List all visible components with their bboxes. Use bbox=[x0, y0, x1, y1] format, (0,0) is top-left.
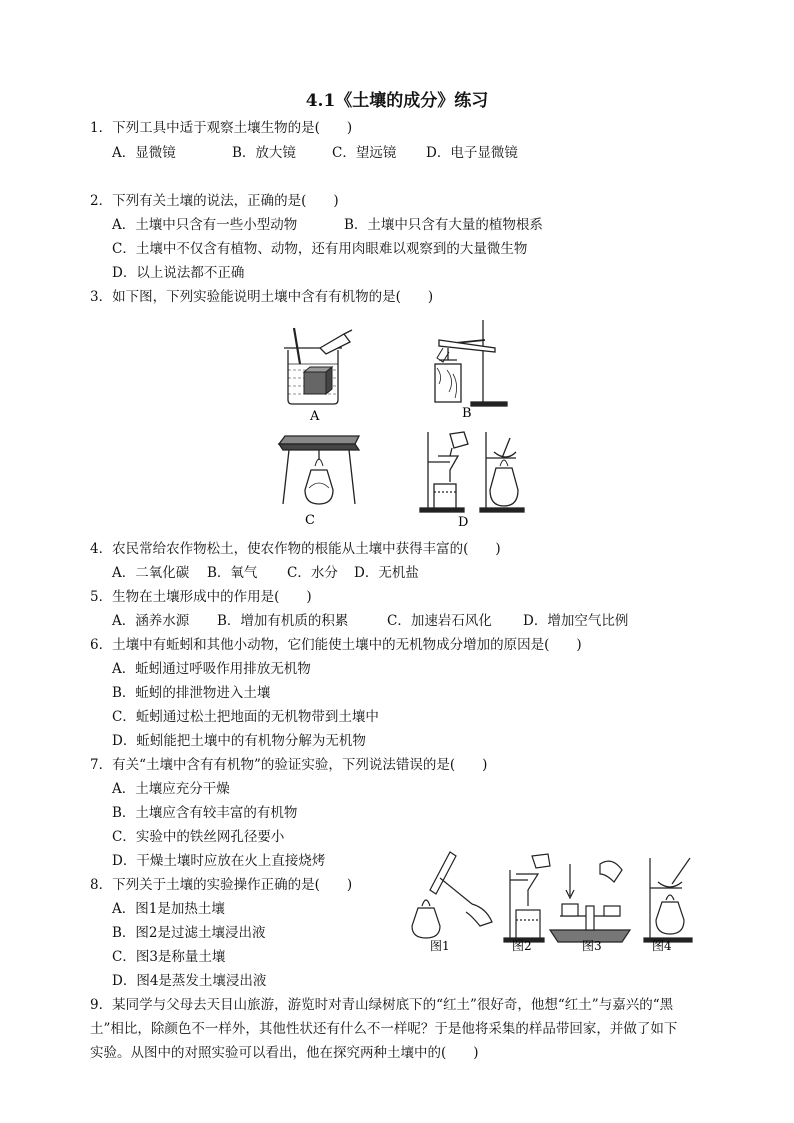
question-6-stem: 6．土壤中有蚯蚓和其他小动物，它们能使土壤中的无机物成分增加的原因是( ) bbox=[90, 637, 582, 653]
q1-option-c[interactable]: C．望远镜 bbox=[332, 145, 397, 161]
figure-c-tripod-mesh bbox=[275, 432, 365, 530]
q2-option-c[interactable]: C．土壤中不仅含有植物、动物，还有用肉眼难以观察到的大量微生物 bbox=[112, 241, 528, 257]
q1-option-d[interactable]: D．电子显微镜 bbox=[426, 145, 518, 161]
q5-option-c[interactable]: C．加速岩石风化 bbox=[387, 613, 492, 629]
question-7-stem: 7．有关“土壤中含有有机物”的验证实验，下列说法错误的是( ) bbox=[90, 757, 488, 773]
q1-option-b[interactable]: B．放大镜 bbox=[232, 145, 296, 161]
q2-option-b[interactable]: B．土壤中只含有大量的植物根系 bbox=[344, 217, 543, 233]
q8-option-a[interactable]: A．图1是加热土壤 bbox=[112, 901, 225, 917]
q7-option-a[interactable]: A．土壤应充分干燥 bbox=[112, 781, 230, 797]
figure-d-filter-evaporate bbox=[420, 428, 530, 530]
q1-option-a[interactable]: A．显微镜 bbox=[112, 145, 176, 161]
question-1-options bbox=[112, 143, 518, 163]
figure-label-d: D bbox=[458, 515, 469, 530]
question-9-stem-line3: 实验。从图中的对照实验可以看出，他在探究两种土壤中的( ) bbox=[90, 1045, 479, 1061]
question-4-options bbox=[112, 563, 419, 583]
question-3-stem: 3．如下图，下列实验能说明土壤中含有有机物的是( ) bbox=[90, 289, 434, 305]
q5-option-b[interactable]: B．增加有机质的积累 bbox=[217, 613, 349, 629]
q4-option-c[interactable]: C．水分 bbox=[287, 565, 338, 581]
q6-option-d[interactable]: D．蚯蚓能把土壤中的有机物分解为无机物 bbox=[112, 733, 366, 749]
question-1-stem: 1．下列工具中适于观察土壤生物的是( ) bbox=[90, 120, 353, 136]
question-4-stem: 4．农民常给农作物松土，使农作物的根能从土壤中获得丰富的( ) bbox=[90, 541, 501, 557]
figure-label-c: C bbox=[305, 513, 315, 528]
question-5-options bbox=[112, 611, 628, 631]
q7-option-d[interactable]: D．干燥土壤时应放在火上直接烧烤 bbox=[112, 853, 326, 869]
figure-label-3: 图3 bbox=[582, 939, 602, 953]
q6-option-c[interactable]: C．蚯蚓通过松土把地面的无机物带到土壤中 bbox=[112, 709, 379, 725]
q4-option-b[interactable]: B．氧气 bbox=[207, 565, 258, 581]
q8-option-c[interactable]: C．图3是称量土壤 bbox=[112, 949, 226, 965]
question-5-stem: 5．生物在土壤形成中的作用是( ) bbox=[90, 589, 312, 605]
question-9-stem-line2: 土”相比，除颜色不一样外，其他性状还有什么不一样呢？于是他将采集的样品带回家，并做了如下 bbox=[90, 1021, 678, 1037]
q2-option-d[interactable]: D．以上说法都不正确 bbox=[112, 265, 245, 281]
figure-a-beaker-soil bbox=[270, 320, 360, 424]
q7-option-b[interactable]: B．土壤应含有较丰富的有机物 bbox=[112, 805, 298, 821]
question-9-stem-line1: 9．某同学与父母去天目山旅游，游览时对青山绿树底下的“红土”很好奇，他想“红土”与嘉兴的“黑 bbox=[90, 997, 674, 1013]
q8-option-b[interactable]: B．图2是过滤土壤浸出液 bbox=[112, 925, 266, 941]
question-8-figures bbox=[400, 850, 710, 955]
q6-option-b[interactable]: B．蚯蚓的排泄物进入土壤 bbox=[112, 685, 271, 701]
q2-option-a[interactable]: A．土壤中只含有一些小型动物 bbox=[112, 217, 298, 233]
question-8-stem: 8．下列关于土壤的实验操作正确的是( ) bbox=[90, 877, 353, 893]
figure-b-heating-test-tube bbox=[425, 318, 515, 420]
q5-option-a[interactable]: A．涵养水源 bbox=[112, 613, 190, 629]
question-2-stem: 2．下列有关土壤的说法，正确的是( ) bbox=[90, 193, 339, 209]
page-title: 4.1《土壤的成分》练习 bbox=[305, 91, 489, 111]
figure-label-1: 图1 bbox=[430, 939, 450, 953]
figure-label-a: A bbox=[310, 409, 320, 424]
question-2-options-row1 bbox=[112, 215, 543, 235]
figure-label-b: B bbox=[462, 406, 472, 421]
q5-option-d[interactable]: D．增加空气比例 bbox=[523, 613, 629, 629]
figure-label-4: 图4 bbox=[652, 939, 672, 953]
q4-option-a[interactable]: A．二氧化碳 bbox=[112, 565, 190, 581]
q4-option-d[interactable]: D．无机盐 bbox=[354, 565, 419, 581]
q7-option-c[interactable]: C．实验中的铁丝网孔径要小 bbox=[112, 829, 285, 845]
q6-option-a[interactable]: A．蚯蚓通过呼吸作用排放无机物 bbox=[112, 661, 311, 677]
q8-option-d[interactable]: D．图4是蒸发土壤浸出液 bbox=[112, 973, 267, 989]
figure-label-2: 图2 bbox=[512, 939, 532, 953]
